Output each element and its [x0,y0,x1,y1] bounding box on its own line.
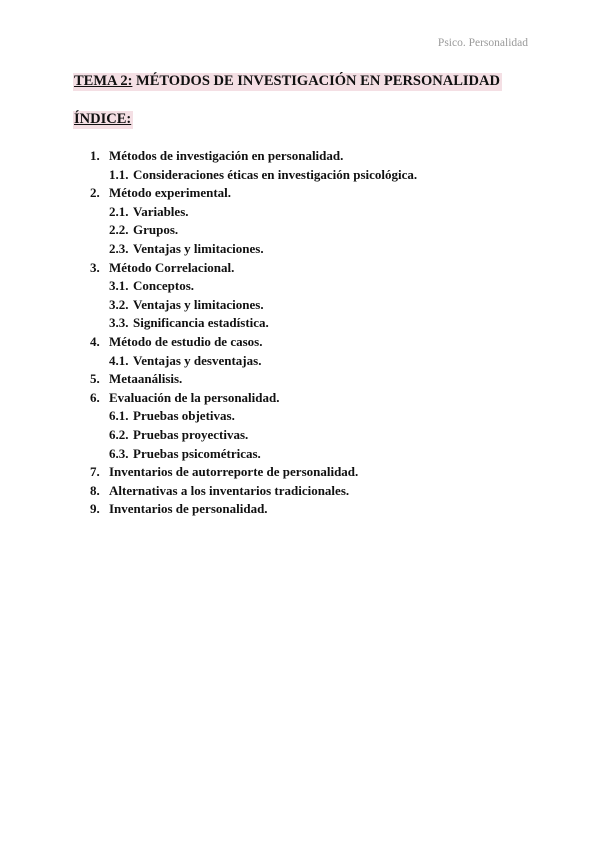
toc-text: Pruebas proyectivas. [133,426,249,442]
table-of-contents [0,147,600,519]
toc-text: Ventajas y desventajas. [133,352,262,368]
running-header: Psico. Personalidad [437,37,528,49]
toc-text: Significancia estadística. [133,315,269,331]
toc-number: 8. [90,482,100,498]
toc-text: Inventarios de personalidad. [109,501,268,517]
title-text: MÉTODOS DE INVESTIGACIÓN EN PERSONALIDAD [136,73,500,89]
toc-subitem [0,221,600,240]
toc-item [0,147,600,166]
toc-text: Evaluación de la personalidad. [109,389,280,405]
toc-subitem [0,166,600,185]
toc-subitem [0,277,600,296]
toc-item [0,482,600,501]
toc-subitem [0,426,600,445]
toc-number: 6. [90,389,100,405]
toc-text: Pruebas objetivas. [133,408,235,424]
toc-text: Métodos de investigación en personalidad. [109,148,344,163]
toc-text: Metaanálisis. [109,371,183,387]
toc-text: Grupos. [133,222,179,238]
toc-item [0,259,600,278]
toc-number: 1. [90,148,100,163]
toc-text: Inventarios de autorreporte de personalidad. [109,464,359,480]
toc-text: Conceptos. [133,278,195,294]
toc-subitem [0,203,600,222]
toc-text: Alternativas a los inventarios tradicionales. [109,482,350,498]
title-prefix: TEMA 2: [74,73,133,89]
toc-number: 1.1. [109,166,129,182]
toc-number: 3.1. [109,278,129,294]
toc-item [0,389,600,408]
toc-item [0,333,600,352]
document-title [73,73,502,91]
toc-subitem [0,445,600,464]
toc-item [0,463,600,482]
toc-text: Ventajas y limitaciones. [133,296,264,312]
toc-number: 2.2. [109,222,129,238]
toc-text: Pruebas psicométricas. [133,445,261,461]
toc-number: 6.3. [109,445,129,461]
toc-number: 7. [90,464,100,480]
toc-item [0,500,600,519]
toc-text: Consideraciones éticas en investigación psicológica. [133,166,418,182]
toc-subitem [0,352,600,371]
toc-text: Ventajas y limitaciones. [133,240,264,256]
toc-subitem [0,314,600,333]
toc-item [0,370,600,389]
toc-subitem [0,240,600,259]
toc-number: 5. [90,371,100,387]
toc-number: 2.3. [109,240,129,256]
toc-text: Método experimental. [109,185,232,201]
toc-text: Método de estudio de casos. [109,333,263,349]
index-heading: ÍNDICE: [74,111,132,127]
toc-number: 3. [90,259,100,275]
toc-subitem [0,296,600,315]
toc-number: 4.1. [109,352,129,368]
toc-number: 6.1. [109,408,129,424]
toc-number: 3.2. [109,296,129,312]
toc-number: 3.3. [109,315,129,331]
toc-number: 2. [90,185,100,201]
toc-text: Variables. [133,203,189,219]
toc-number: 9. [90,501,100,517]
toc-number: 4. [90,333,100,349]
toc-number: 2.1. [109,203,129,219]
toc-subitem [0,407,600,426]
toc-item [0,184,600,203]
toc-text: Método Correlacional. [109,259,235,275]
toc-number: 6.2. [109,426,129,442]
